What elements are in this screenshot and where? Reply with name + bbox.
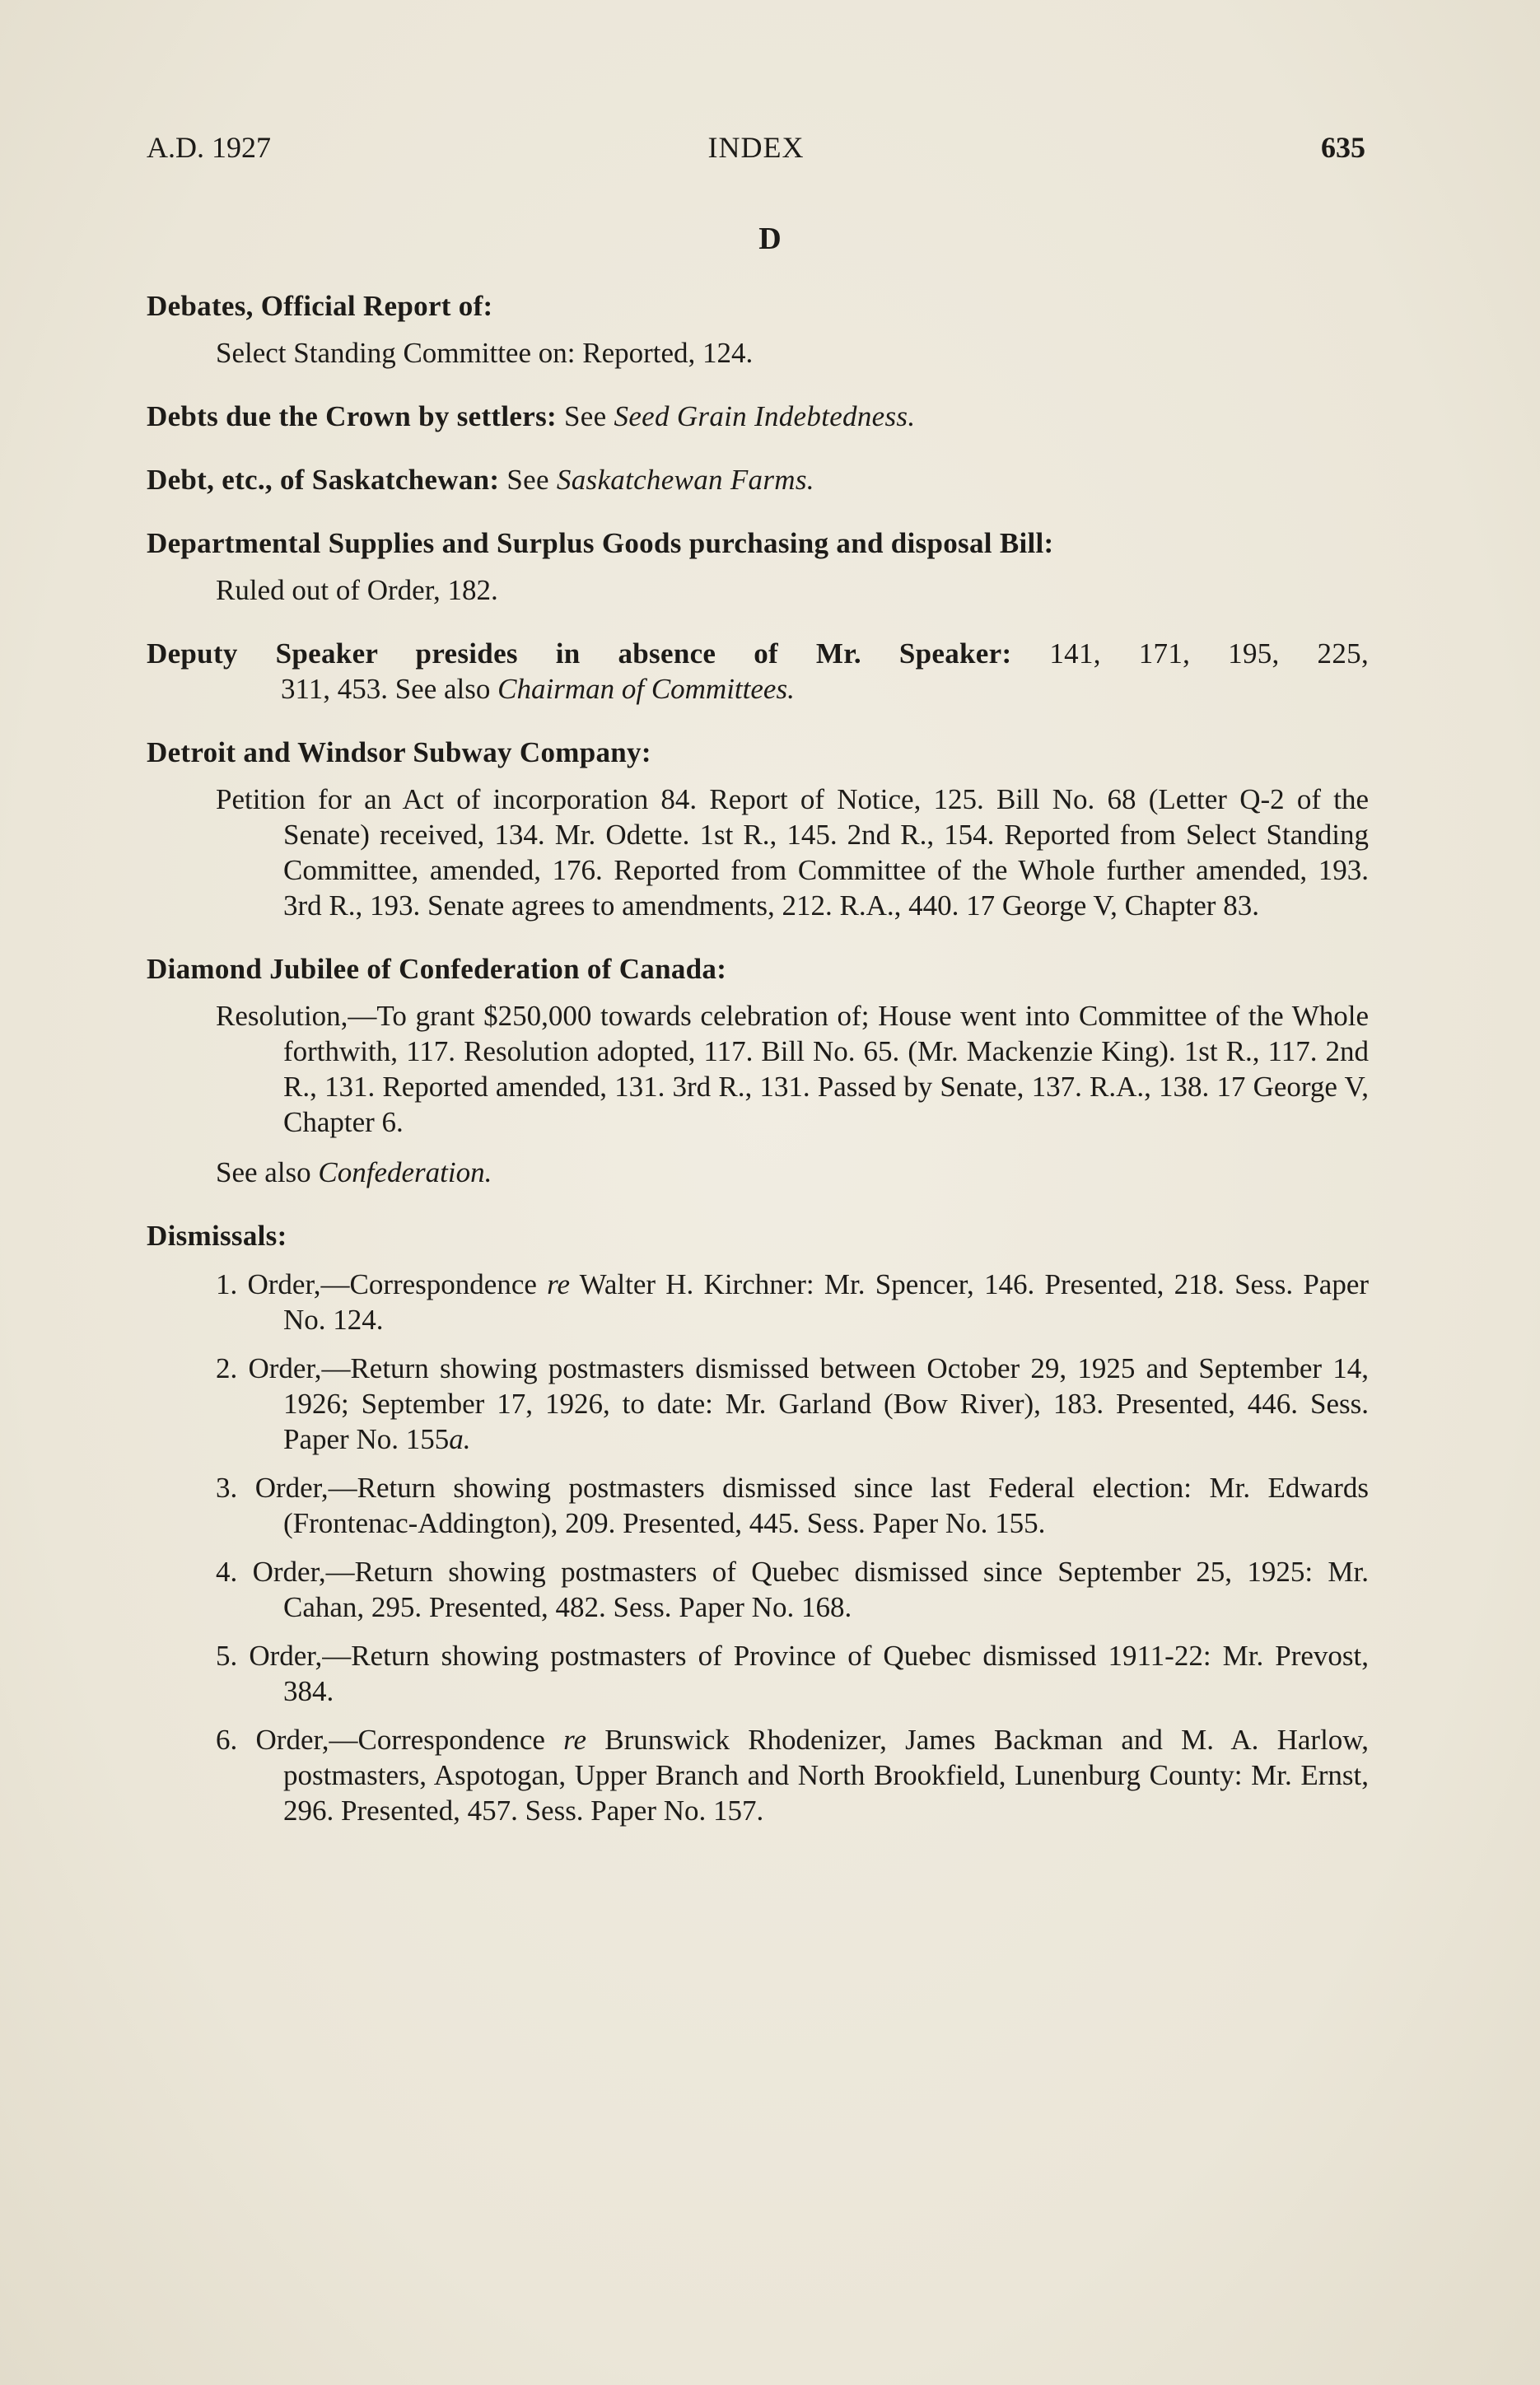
entry-deputy-speaker [147,636,1369,707]
entry-debates [147,288,1369,371]
header-title: INDEX [707,131,805,164]
item-suffix: a. [449,1423,471,1455]
list-item [216,1267,1369,1337]
list-item [216,1470,1369,1541]
entry-diamond-jubilee [147,951,1369,1190]
item-number: 5. [216,1640,238,1672]
entry-heading: Departmental Supplies and Surplus Goods purchasing and disposal Bill: [147,527,1054,559]
list-item [216,1722,1369,1828]
item-text: Order,—Correspondence [255,1724,545,1756]
cross-reference: Confederation. [318,1156,492,1188]
see-also [216,1155,1369,1190]
item-text: Order,—Return showing postmasters of Province of Quebec dismissed 1911-22: Mr. Prevost, 384. [249,1640,1370,1707]
entry-dismissals [147,1218,1369,1828]
entry-heading: Dismissals: [147,1220,287,1252]
item-text: Order,—Return showing postmasters dismissed since last Federal election: Mr. Edwards (Frontenac-Addington), 209. Presented, 445. Sess. Paper No. 155. [254,1472,1369,1539]
list-item [216,1554,1369,1625]
item-text: Brunswick Rhodenizer, James Backman and M. A. Harlow, postmasters, Aspotogan, Upper Branch and North Brookfield, Lunenburg County: Mr. Ernst, 296. Presented, 457. Sess. Paper No. 157. [283,1724,1370,1827]
entry-debt-saskatchewan [147,462,1369,497]
cross-reference: Saskatchewan Farms. [556,464,814,496]
item-number: 2. [216,1352,238,1384]
item-number: 3. [216,1472,238,1504]
index-content [147,288,1369,1856]
entry-heading: Detroit and Windsor Subway Company: [147,736,651,768]
entry-heading: Diamond Jubilee of Confederation of Canada: [147,953,727,985]
item-number: 6. [216,1724,238,1756]
item-text: Walter H. Kirchner: Mr. Spencer, 146. Presented, 218. Sess. Paper No. 124. [283,1268,1370,1336]
entry-heading [147,399,1369,434]
entry-detroit-windsor [147,735,1369,923]
see-label: See [506,464,549,496]
see-label: See also [216,1156,311,1188]
entry-heading [147,636,1369,671]
entry-heading-text: Debt, etc., of Saskatchewan: [147,464,500,496]
cross-reference: Chairman of Committees. [497,673,795,705]
entry-heading-text: Deputy Speaker presides in absence of Mr. Speaker: [147,637,1012,670]
entry-heading-text: Debts due the Crown by settlers: [147,400,557,432]
page-header [147,130,1365,171]
header-page-number: 635 [1321,131,1365,164]
entry-text: Resolution,—To grant $250,000 towards celebration of; House went into Committee of the Whole forthwith, 117. Resolution adopted, 117. Bill No. 65. (Mr. Mackenzie King). 1st R., 117. 2nd R., 131. Reported amended, 131. 3rd R., 131. Passed by Senate, 137. R.A., 138. 17 George V, Chapter 6. [216,1000,1369,1138]
item-number: 1. [216,1268,238,1300]
entry-line: Ruled out of Order, 182. [216,574,498,606]
item-number: 4. [216,1556,238,1588]
item-text: Order,—Return showing postmasters dismissed between October 29, 1925 and September 14, 1926; September 17, 1926, to date: Mr. Garland (Bow River), 183. Presented, 446. Sess. Paper No. 155 [248,1352,1369,1455]
item-re: re [547,1268,570,1300]
entry-debts [147,399,1369,434]
list-item [216,1351,1369,1457]
list-item [216,1638,1369,1709]
item-re: re [563,1724,587,1756]
cross-reference: Seed Grain Indebtedness. [614,400,916,432]
section-letter: D [758,222,782,256]
entry-heading [147,462,1369,497]
item-text: Order,—Return showing postmasters of Quebec dismissed since September 25, 1925: Mr. Cahan, 295. Presented, 482. Sess. Paper No. 168. [252,1556,1369,1623]
entry-departmental-supplies [147,525,1369,608]
entry-text: Petition for an Act of incorporation 84. Report of Notice, 125. Bill No. 68 (Letter Q-2 of the Senate) received, 134. Mr. Odette. 1st R., 145. 2nd R., 154. Reported from Select Standing Committee, amended, 176. Reported from Committee of the Whole further amended, 193. 3rd R., 193. Senate agrees to amendments, 212. R.A., 440. 17 George V, Chapter 83. [216,783,1369,922]
entry-heading: Debates, Official Report of: [147,290,493,322]
see-label: See [564,400,607,432]
continuation-text: 311, 453. See also [281,673,491,705]
item-text: Order,—Correspondence [247,1268,537,1300]
header-year: A.D. 1927 [147,131,271,164]
entry-line: Select Standing Committee on: Reported, 124. [216,337,754,369]
entry-continuation [147,671,1369,707]
page-refs: 141, 171, 195, 225, [1049,637,1369,670]
